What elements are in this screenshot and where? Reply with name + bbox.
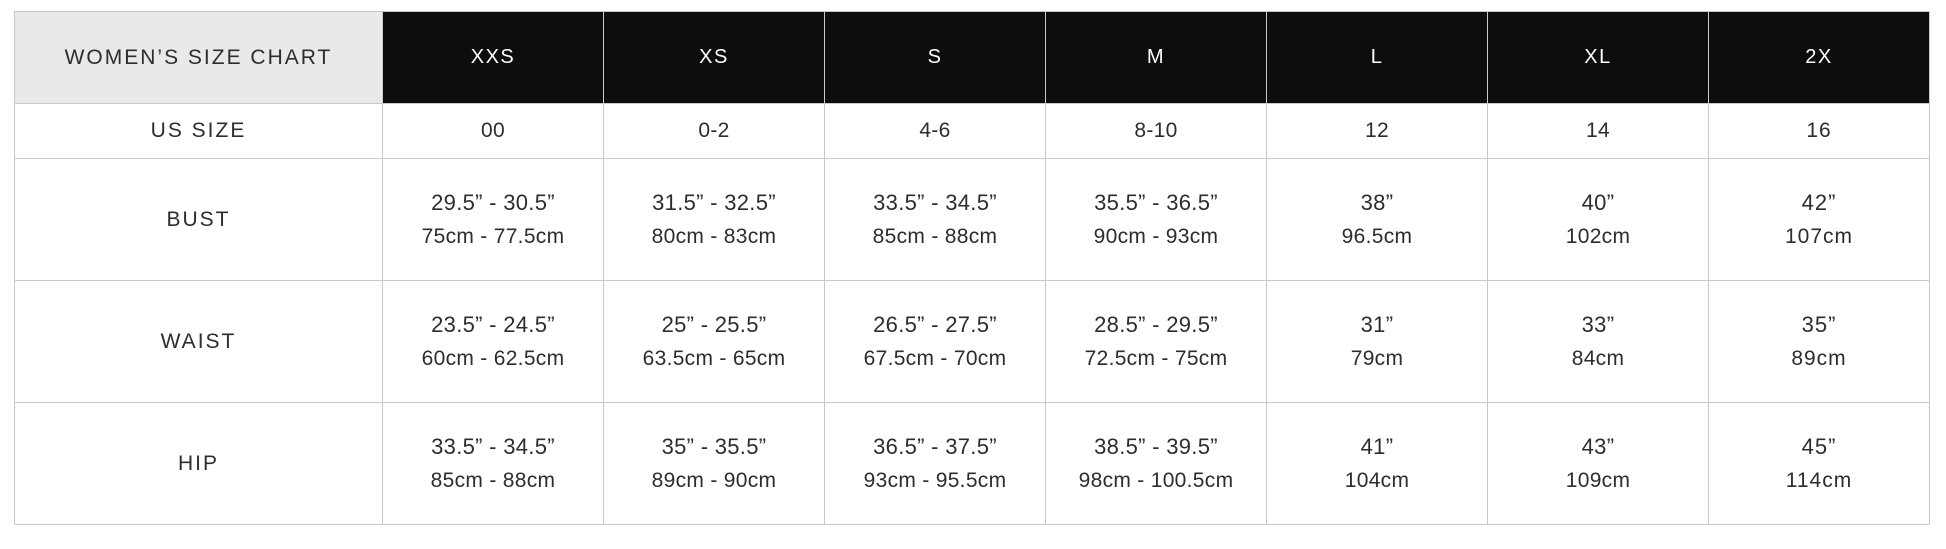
cell-bust-xl [1488,159,1709,281]
size-header-m: M [1046,12,1267,104]
size-chart-table [14,11,1930,525]
waist-xxs-cm: 60cm - 62.5cm [421,347,565,370]
waist-l-cm: 79cm [1350,347,1404,370]
bust-s-cm: 85cm - 88cm [872,225,998,248]
bust-l-cm: 96.5cm [1341,225,1413,248]
bust-m-inches: 35.5” - 36.5” [1094,190,1218,215]
cell-us-size-l: 12 [1267,104,1488,159]
waist-row [15,281,1930,403]
waist-xl-cm: 84cm [1571,347,1625,370]
size-header-xs: XS [604,12,825,104]
us-size-row [15,104,1930,159]
size-chart [14,11,1930,525]
row-label-hip: HIP [15,403,383,525]
hip-xs-cm: 89cm - 90cm [651,469,777,492]
bust-xs-inches: 31.5” - 32.5” [652,190,776,215]
size-header-s: S [825,12,1046,104]
cell-waist-s [825,281,1046,403]
waist-s-cm: 67.5cm - 70cm [863,347,1007,370]
waist-l-inches: 31” [1360,312,1394,337]
bust-xl-inches: 40” [1581,190,1615,215]
cell-bust-l [1267,159,1488,281]
row-label-bust: BUST [15,159,383,281]
hip-m-cm: 98cm - 100.5cm [1078,469,1234,492]
waist-xxs-inches: 23.5” - 24.5” [431,312,555,337]
size-header-xl: XL [1488,12,1709,104]
bust-2x-inches: 42” [1801,190,1837,215]
cell-bust-m [1046,159,1267,281]
bust-xxs-cm: 75cm - 77.5cm [421,225,565,248]
hip-m-inches: 38.5” - 39.5” [1094,434,1218,459]
bust-xl-cm: 102cm [1565,225,1631,248]
hip-2x-cm: 114cm [1785,469,1853,492]
cell-us-size-xl: 14 [1488,104,1709,159]
bust-row [15,159,1930,281]
cell-hip-s [825,403,1046,525]
hip-xl-inches: 43” [1581,434,1615,459]
bust-xs-cm: 80cm - 83cm [651,225,777,248]
size-header-2x: 2X [1709,12,1930,104]
bust-m-cm: 90cm - 93cm [1093,225,1219,248]
cell-hip-m [1046,403,1267,525]
cell-us-size-m: 8-10 [1046,104,1267,159]
cell-hip-xxs [383,403,604,525]
hip-s-inches: 36.5” - 37.5” [873,434,997,459]
cell-hip-l [1267,403,1488,525]
hip-l-inches: 41” [1360,434,1394,459]
waist-s-inches: 26.5” - 27.5” [873,312,997,337]
cell-us-size-2x: 16 [1709,104,1930,159]
size-header-l: L [1267,12,1488,104]
waist-2x-inches: 35” [1801,312,1837,337]
waist-2x-cm: 89cm [1791,347,1847,370]
waist-m-inches: 28.5” - 29.5” [1094,312,1218,337]
cell-bust-xs [604,159,825,281]
size-header-xxs: XXS [383,12,604,104]
bust-2x-cm: 107cm [1784,225,1854,248]
row-label-us-size: US SIZE [15,104,383,159]
row-label-waist: WAIST [15,281,383,403]
cell-waist-m [1046,281,1267,403]
hip-xxs-cm: 85cm - 88cm [430,469,556,492]
cell-us-size-s: 4-6 [825,104,1046,159]
cell-waist-2x [1709,281,1930,403]
cell-waist-xs [604,281,825,403]
bust-l-inches: 38” [1360,190,1394,215]
cell-bust-s [825,159,1046,281]
bust-s-inches: 33.5” - 34.5” [873,190,997,215]
cell-bust-2x [1709,159,1930,281]
cell-us-size-xs: 0-2 [604,104,825,159]
cell-hip-2x [1709,403,1930,525]
hip-row [15,403,1930,525]
cell-waist-xl [1488,281,1709,403]
cell-waist-xxs [383,281,604,403]
cell-bust-xxs [383,159,604,281]
cell-hip-xl [1488,403,1709,525]
waist-xs-cm: 63.5cm - 65cm [642,347,786,370]
waist-xl-inches: 33” [1581,312,1615,337]
cell-us-size-xxs: 00 [383,104,604,159]
chart-title: WOMEN’S SIZE CHART [15,12,383,104]
cell-waist-l [1267,281,1488,403]
hip-xs-inches: 35” - 35.5” [661,434,767,459]
header-row [15,12,1930,104]
hip-2x-inches: 45” [1801,434,1837,459]
cell-hip-xs [604,403,825,525]
hip-xxs-inches: 33.5” - 34.5” [431,434,555,459]
waist-xs-inches: 25” - 25.5” [661,312,767,337]
waist-m-cm: 72.5cm - 75cm [1084,347,1228,370]
hip-s-cm: 93cm - 95.5cm [863,469,1007,492]
hip-l-cm: 104cm [1344,469,1410,492]
bust-xxs-inches: 29.5” - 30.5” [431,190,555,215]
hip-xl-cm: 109cm [1565,469,1631,492]
